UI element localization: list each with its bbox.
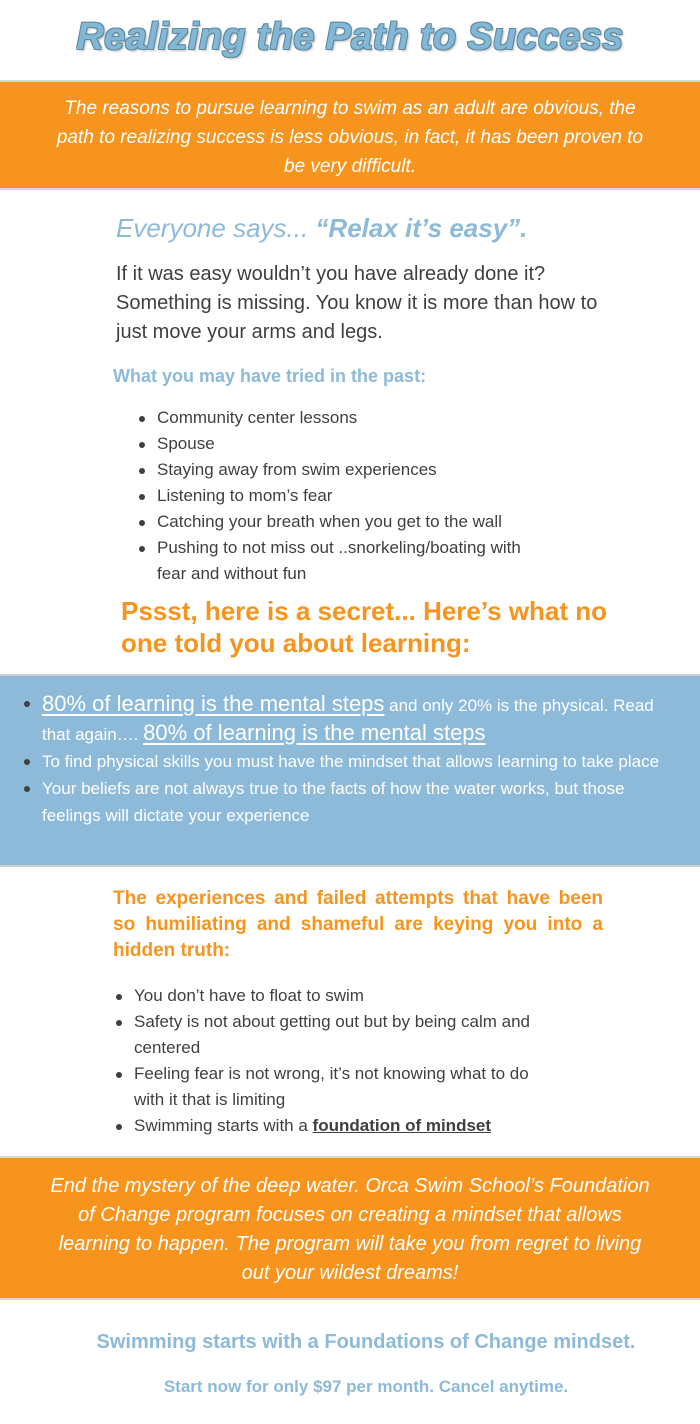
- list-item: Community center lessons: [137, 405, 537, 431]
- cta-price-line: Start now for only $97 per month. Cancel anytime.: [163, 1377, 569, 1396]
- list-item: Catching your breath when you get to the wall: [137, 509, 537, 535]
- easy-paragraph: If it was easy wouldn’t you have already done it? Something is missing. You know it is more than how to just move your arms and legs.: [116, 263, 598, 343]
- list-item: Your beliefs are not always true to the facts of how the water works, but those feelings will dictate your experience: [22, 775, 662, 829]
- list-item: Pushing to not miss out ..snorkeling/boating with fear and without fun: [137, 535, 537, 587]
- list-item: Spouse: [137, 431, 537, 457]
- everyone-says-heading: [116, 213, 527, 244]
- closing-text: End the mystery of the deep water. Orca Swim School’s Foundation of Change program focuses on creating a mindset that allows learning to happen. The program will take you from regret to living out your wildest dreams!: [50, 1175, 650, 1284]
- list-item: To find physical skills you must have the mindset that allows learning to take place: [22, 748, 662, 775]
- learning-band: [0, 674, 700, 867]
- mental-steps-link-repeat[interactable]: 80% of learning is the mental steps: [143, 720, 486, 745]
- truth-list: [114, 983, 534, 1139]
- intro-text: The reasons to pursue learning to swim as an adult are obvious, the path to realizing success is less obvious, in fact, it has been proven to be very difficult.: [56, 98, 644, 177]
- list-item: [22, 690, 662, 748]
- mental-steps-link[interactable]: 80% of learning is the mental steps: [42, 691, 385, 716]
- learning-list: [22, 690, 662, 829]
- list-item: Listening to mom’s fear: [137, 483, 537, 509]
- relax-quote: “Relax it’s easy”.: [315, 213, 528, 243]
- everyone-prefix: Everyone says...: [116, 213, 316, 243]
- list-item: Safety is not about getting out but by being calm and centered: [114, 1009, 534, 1061]
- list-item: [114, 1113, 534, 1139]
- list-item-text: Swimming starts with a: [134, 1116, 313, 1135]
- tried-list: [137, 405, 537, 587]
- secret-heading: Pssst, here is a secret... Here’s what no one told you about learning:: [121, 596, 608, 658]
- tried-heading: What you may have tried in the past:: [113, 366, 427, 386]
- list-item: You don’t have to float to swim: [114, 983, 534, 1009]
- list-item-text: and only 20% is the physical. Read that again….: [42, 696, 654, 744]
- list-item: Feeling fear is not wrong, it’s not knowing what to do with it that is limiting: [114, 1061, 534, 1113]
- intro-band: [0, 80, 700, 190]
- closing-band: [0, 1156, 700, 1300]
- page-title: Realizing the Path to Success: [76, 16, 624, 58]
- cta-headline: Swimming starts with a Foundations of Change mindset.: [96, 1331, 636, 1353]
- list-item: Staying away from swim experiences: [137, 457, 537, 483]
- hidden-truth-heading: The experiences and failed attempts that have been so humiliating and shameful are keying you into a hidden truth:: [113, 888, 603, 961]
- foundation-of-mindset-link[interactable]: foundation of mindset: [312, 1116, 492, 1135]
